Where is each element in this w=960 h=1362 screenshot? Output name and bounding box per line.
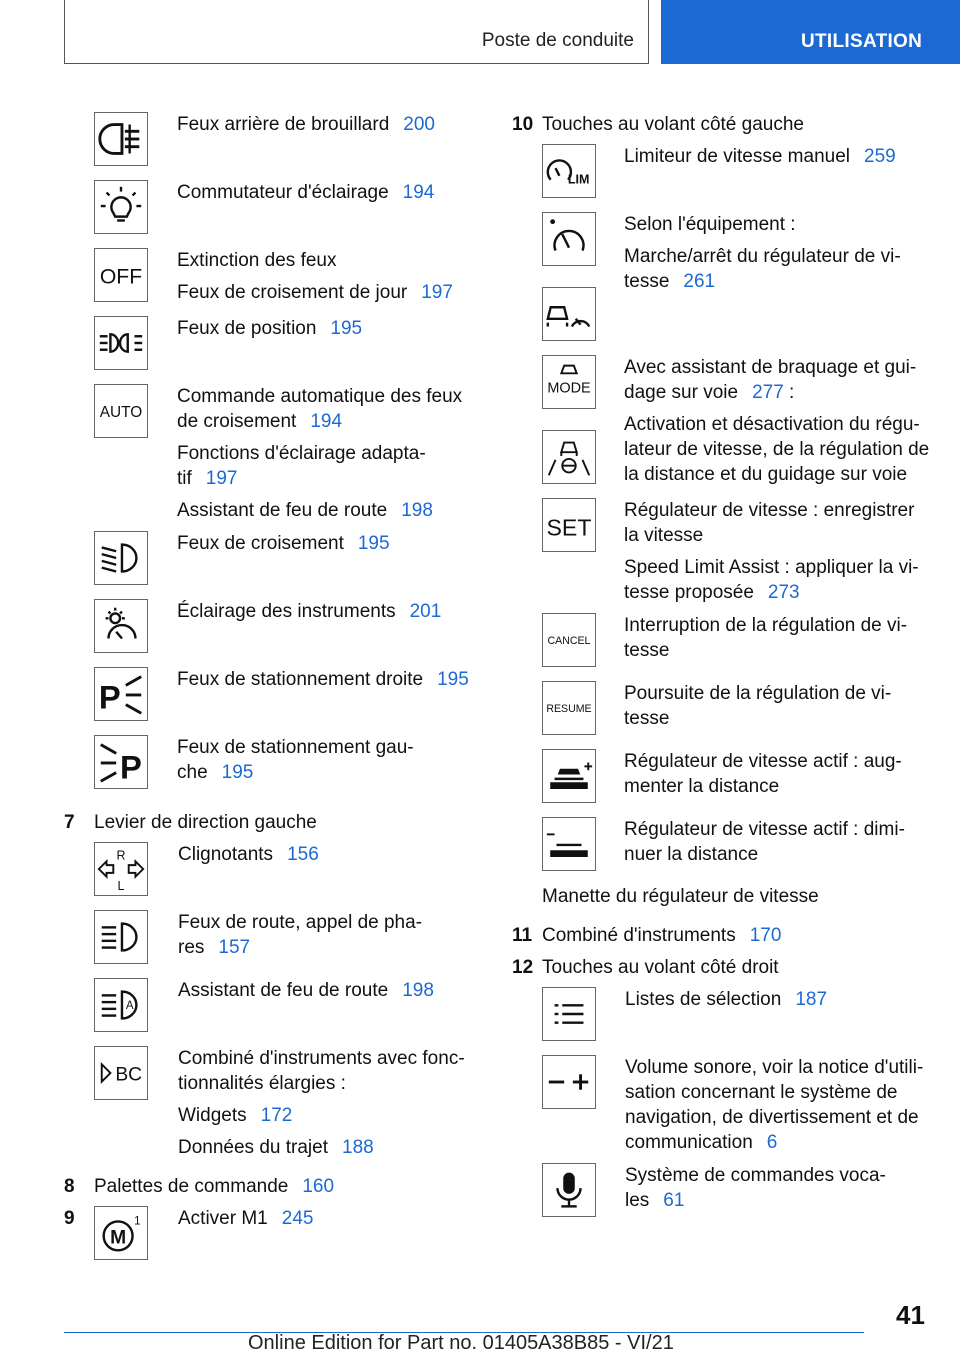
page-ref[interactable]: 195 [221,762,254,783]
list-item: Feux de route, appel de pha- [178,912,423,933]
high-beam-assist-icon [94,978,148,1032]
list-item: Régulateur de vitesse : enregistrer [624,500,915,521]
list-item: tionnalités élargies : [178,1073,346,1094]
page-ref[interactable]: 273 [767,582,800,603]
list-item: Feux de stationnement gau- [177,737,414,758]
svg-text:A: A [125,999,134,1012]
cruise-control-note: Manette du régulateur de vitesse [542,886,819,907]
list-item: res 157 [178,937,251,958]
list-icon [542,987,596,1041]
svg-text:P: P [120,748,142,786]
page-ref[interactable]: 245 [281,1208,314,1229]
rear-fog-light-icon [94,112,148,166]
instrument-lighting-icon [94,599,148,653]
page-ref[interactable]: 259 [864,146,896,167]
page-ref[interactable]: 198 [402,980,434,1001]
list-item: tesse [624,640,670,661]
list-item: Limiteur de vitesse manuel 259 [624,146,896,167]
high-beam-icon [94,910,148,964]
parking-light-icon [94,316,148,370]
list-item: sation concernant le système de [625,1082,898,1103]
off-icon [94,248,148,302]
section-title: Touches au volant côté gauche [542,114,804,135]
low-beam-icon [94,531,148,585]
list-item: Avec assistant de braquage et gui- [624,357,917,378]
page-ref[interactable]: 157 [218,937,251,958]
svg-text:MODE: MODE [547,380,591,397]
svg-text:L: L [117,879,125,894]
page-ref[interactable]: 277 [752,382,784,403]
microphone-icon [542,1163,596,1217]
page-ref[interactable]: 170 [749,925,782,946]
list-item: Activation et désactivation du régu- [624,414,920,435]
list-item: Éclairage des instruments 201 [177,601,442,622]
list-item: lateur de vitesse, de la régulation de [624,439,930,460]
page-ref[interactable]: 195 [357,533,390,554]
parking-left-icon [94,735,148,789]
mode-icon [542,355,596,409]
distance-minus-icon [542,817,596,871]
list-item: Feux arrière de brouillard 200 [177,114,435,135]
edition-footer: Online Edition for Part no. 01405A38B85 - VI/21 [248,1332,674,1354]
section-title: Touches au volant côté droit [542,957,779,978]
list-item: Feux de croisement de jour 197 [177,282,453,303]
light-switch-icon [94,180,148,234]
page-ref[interactable]: 6 [766,1132,778,1153]
section-title: Levier de direction gauche [94,812,317,833]
list-item: la vitesse [624,525,704,546]
list-item: navigation, de divertissement et de [625,1107,919,1128]
page-ref[interactable]: 201 [409,601,442,622]
page-ref[interactable]: 61 [663,1190,685,1211]
list-item: les 61 [625,1190,685,1211]
list-item: Données du trajet 188 [178,1137,374,1158]
page-ref[interactable]: 200 [403,114,435,135]
page-ref[interactable]: 188 [342,1137,374,1158]
svg-text:M: M [110,1227,127,1249]
list-item: Clignotants 156 [178,844,319,865]
list-item: Marche/arrêt du régulateur de vi- [624,246,901,267]
svg-text:P: P [98,678,121,716]
header-section-box [64,0,649,64]
list-item: Widgets 172 [178,1105,293,1126]
list-item: Extinction des feux [177,250,337,271]
svg-text:1: 1 [134,1215,141,1228]
svg-text:BC: BC [115,1064,143,1086]
volume-icon [542,1055,596,1109]
svg-text:AUTO: AUTO [99,403,143,421]
list-item: Régulateur de vitesse actif : aug- [624,751,902,772]
chapter-title: UTILISATION [801,31,923,52]
speed-limiter-icon [542,144,596,198]
list-item: Interruption de la régulation de vi- [624,615,908,636]
list-item: communication 6 [625,1132,778,1153]
page-ref[interactable]: 156 [287,844,319,865]
page-ref[interactable]: 261 [683,271,716,292]
svg-text:OFF: OFF [99,265,143,289]
acc-car-icon [542,287,596,341]
page-ref[interactable]: 194 [310,411,343,432]
list-item: Fonctions d'éclairage adapta- [177,443,426,464]
svg-text:RESUME: RESUME [546,702,592,715]
section-title: Poste de conduite [481,30,634,51]
page-ref[interactable]: 194 [402,182,435,203]
page-ref[interactable]: 160 [302,1176,335,1197]
resume-icon [542,681,596,735]
list-item: Assistant de feu de route 198 [177,500,433,521]
list-item: Volume sonore, voir la notice d'utili- [625,1057,924,1078]
section-number: 12 [512,957,534,978]
list-item: Poursuite de la régulation de vi- [624,683,892,704]
parking-right-icon [94,667,148,721]
list-item: Commutateur d'éclairage 194 [177,182,435,203]
section-number: 8 [64,1176,75,1197]
page-number: 41 [896,1300,925,1330]
page-ref[interactable]: 195 [437,669,469,690]
list-item: Assistant de feu de route 198 [178,980,434,1001]
page-ref[interactable]: 195 [330,318,363,339]
list-item: dage sur voie 277 : [624,382,795,403]
section-number: 9 [64,1208,75,1229]
page-ref[interactable]: 197 [205,468,238,489]
m1-icon [94,1206,148,1260]
list-item: Régulateur de vitesse actif : dimi- [624,819,905,840]
list-item: Feux de stationnement droite 195 [177,669,469,690]
set-icon [542,498,596,552]
list-item: Listes de sélection 187 [625,989,828,1010]
list-item: la distance et du guidage sur voie [624,464,908,485]
list-item: tif 197 [177,468,238,489]
list-item: Speed Limit Assist : appliquer la vi- [624,557,919,578]
section-number: 10 [512,114,534,135]
section-title: Palettes de commande 160 [94,1176,335,1197]
list-item: nuer la distance [624,844,759,865]
list-item: tesse [624,708,670,729]
svg-text:CANCEL: CANCEL [547,634,591,647]
svg-text:SET: SET [546,514,592,541]
page-ref[interactable]: 187 [795,989,828,1010]
list-item: Système de commandes voca- [625,1165,886,1186]
section-number: 11 [512,925,533,946]
cancel-icon [542,613,596,667]
page-ref[interactable]: 197 [421,282,453,303]
list-item: Feux de position 195 [177,318,363,339]
list-item: Activer M1 245 [178,1208,314,1229]
turn-signal-icon [94,842,148,896]
page-ref[interactable]: 172 [260,1105,293,1126]
list-item: Commande automatique des feux [177,386,463,407]
chapter-tab[interactable] [661,0,960,64]
distance-plus-icon [542,749,596,803]
list-item: Feux de croisement 195 [177,533,390,554]
list-item: che 195 [177,762,254,783]
list-item: Selon l'équipement : [624,214,796,235]
auto-light-icon [94,384,148,438]
list-item: tesse 261 [624,271,716,292]
svg-text:LIM: LIM [567,172,590,187]
lane-assist-icon [542,430,596,484]
list-item: Combiné d'instruments avec fonc- [178,1048,465,1069]
list-item: tesse proposée 273 [624,582,800,603]
svg-text:R: R [116,848,126,863]
section-number: 7 [64,812,75,833]
cruise-control-icon [542,212,596,266]
bc-icon [94,1046,148,1100]
list-item: menter la distance [624,776,780,797]
page-ref[interactable]: 198 [401,500,433,521]
section-title: Combiné d'instruments 170 [542,925,782,946]
list-item: de croisement 194 [177,411,343,432]
